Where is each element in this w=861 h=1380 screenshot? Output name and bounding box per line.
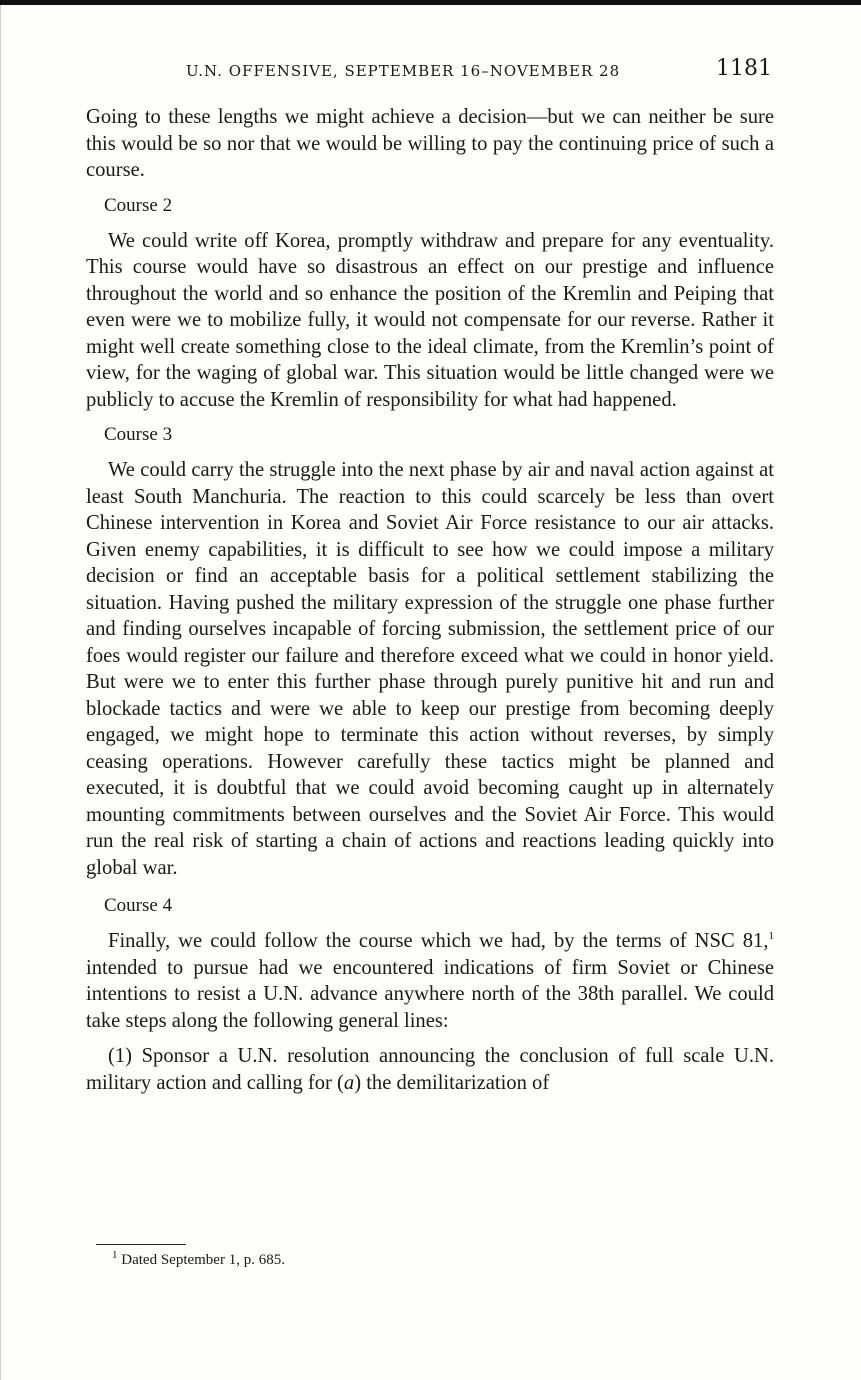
paragraph [86, 928, 774, 1034]
section-heading: Course 4 [104, 895, 173, 916]
italic-letter: a [343, 1071, 355, 1094]
paragraph: We could carry the struggle into the next phase by air and naval action against at least South Manchuria. The reaction to this could scarcely be less than overt Chinese intervention in Korea and Soviet Air Force resistance to our air attacks. Given enemy capabilities, it is difficult to see how we could impose a military decision or find an acceptable basis for a political settlement stabilizing the situation. Having pushed the military expression of the struggle one phase further and finding ourselves incapable of forcing submission, the settlement price of our foes would register our failure and therefore exceed what we could in honor yield. But were we to enter this further phase through purely punitive hit and run and blockade tactics and were we able to keep our prestige from becoming deeply engaged, we might hope to terminate this action without reverses, by simply ceasing operations. However carefully these tactics might be planned and executed, it is doubtful that we could avoid becoming caught up in alternately mounting commitments between ourselves and the Soviet Air Force. This would run the real risk of starting a chain of actions and reactions leading quickly into global war. [86, 459, 774, 879]
footnote-marker: 1 [112, 1249, 118, 1261]
paragraph-text: ) the demilitarization of [354, 1071, 550, 1094]
footnote-text: Dated September 1, p. 685. [117, 1252, 285, 1268]
page-number: 1181 [716, 56, 772, 81]
body-text [86, 104, 774, 1096]
footnote-ref: 1 [768, 930, 774, 943]
paragraph [86, 1043, 774, 1096]
paragraph-text: Finally, we could follow the course which we had, by the terms of NSC 81, [108, 930, 769, 952]
paragraph-text: (1) Sponsor a U.N. resolution announcing the conclusion of full scale U.N. military action and calling for ( [86, 1045, 774, 1094]
footnote [112, 1249, 285, 1269]
paragraph: Going to these lengths we might achieve a decision—but we can neither be sure this would be so nor that we would be willing to pay the continuing price of such a course. [86, 106, 774, 181]
section-heading: Course 2 [104, 194, 173, 216]
top-border [0, 0, 861, 5]
running-head: U.N. OFFENSIVE, SEPTEMBER 16–NOVEMBER 28 [186, 62, 621, 80]
paragraph: We could write off Korea, promptly withdraw and prepare for any eventuality. This course would have so disastrous an effect on our prestige and influence throughout the world and so enhance the position of the Kremlin and Peiping that even were we to mobilize fully, it would not compensate for our reverse. Rather it might well create something close to the ideal climate, from the Kremlin’s point of view, for the waging of global war. This situation would be little changed were we publicly to accuse the Kremlin of responsibility for what had happened. [86, 229, 774, 411]
footnote-rule [96, 1244, 186, 1245]
paragraph-text: intended to pursue had we encountered indications of firm Soviet or Chinese intentions to resist a U.N. advance anywhere north of the 38th parallel. We could take steps along the following general lines: [86, 956, 774, 1032]
page-edge [0, 5, 1, 1380]
section-heading: Course 3 [104, 424, 173, 445]
page-header [186, 56, 776, 86]
